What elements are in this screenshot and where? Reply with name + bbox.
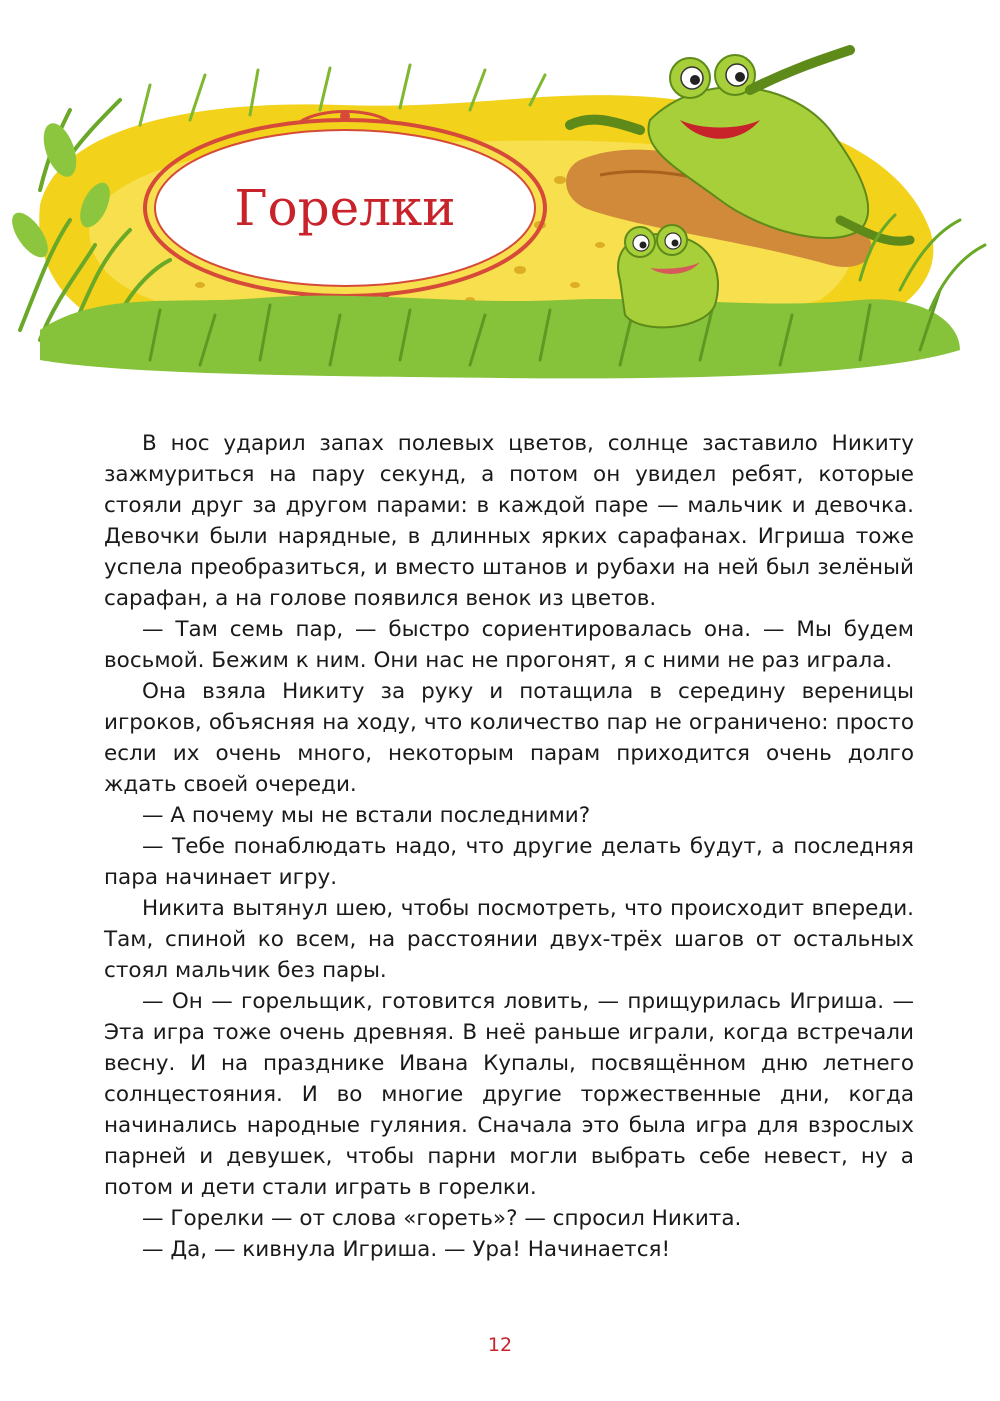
- paragraph: — Да, — кивнула Игриша. — Ура! Начинается!: [142, 1237, 671, 1262]
- paragraph: — Он — горельщик, готовится ловить, — прищурилась Игриша. — Эта игра тоже очень древняя. В неё раньше играли, когда встречали весну. И на празднике Ивана Купалы, посвящённом дню летнего солнцестояния. И во многие другие торжественные дни, когда начинались народные гуляния. Сначала это была игра для взрослых парней и девушек, чтобы парни могли выбрать себе невест, ну а потом и дети стали играть в горелки.: [104, 989, 914, 1200]
- paragraph: — А почему мы не встали последними?: [142, 803, 591, 828]
- story-text: [104, 428, 914, 1265]
- paragraph: Она взяла Никиту за руку и потащила в середину вереницы игроков, объясняя на ходу, что количество пар не ограничено: просто если их очень много, некоторым парам приходится очень долго ждать своей очереди.: [104, 679, 914, 797]
- paragraph: Никита вытянул шею, чтобы посмотреть, что происходит впереди. Там, спиной ко всем, на расстоянии двух-трёх шагов от остальных стоял мальчик без пары.: [104, 896, 914, 983]
- paragraph: В нос ударил запах полевых цветов, солнце заставило Никиту зажмуриться на пару секунд, а потом он увидел ребят, которые стояли друг за другом парами: в каждой паре — мальчик и девочка. Девочки были нарядные, в длинных ярких сарафанах. Игриша тоже успела преобразиться, и вместо штанов и рубахи на ней был зелёный сарафан, а на голове появился венок из цветов.: [104, 431, 914, 611]
- paragraph: — Горелки — от слова «гореть»? — спросил Никита.: [142, 1206, 742, 1231]
- paragraph: — Там семь пар, — быстро сориентировалась она. — Мы будем восьмой. Бежим к ним. Они нас не прогонят, я с ними не раз играла.: [104, 617, 914, 673]
- paragraph: — Тебе понаблюдать надо, что другие делать будут, а последняя пара начинает игру.: [104, 834, 914, 890]
- page-number: 12: [487, 1334, 513, 1356]
- grass-bottom: [40, 296, 960, 379]
- chapter-title: Горелки: [234, 179, 456, 237]
